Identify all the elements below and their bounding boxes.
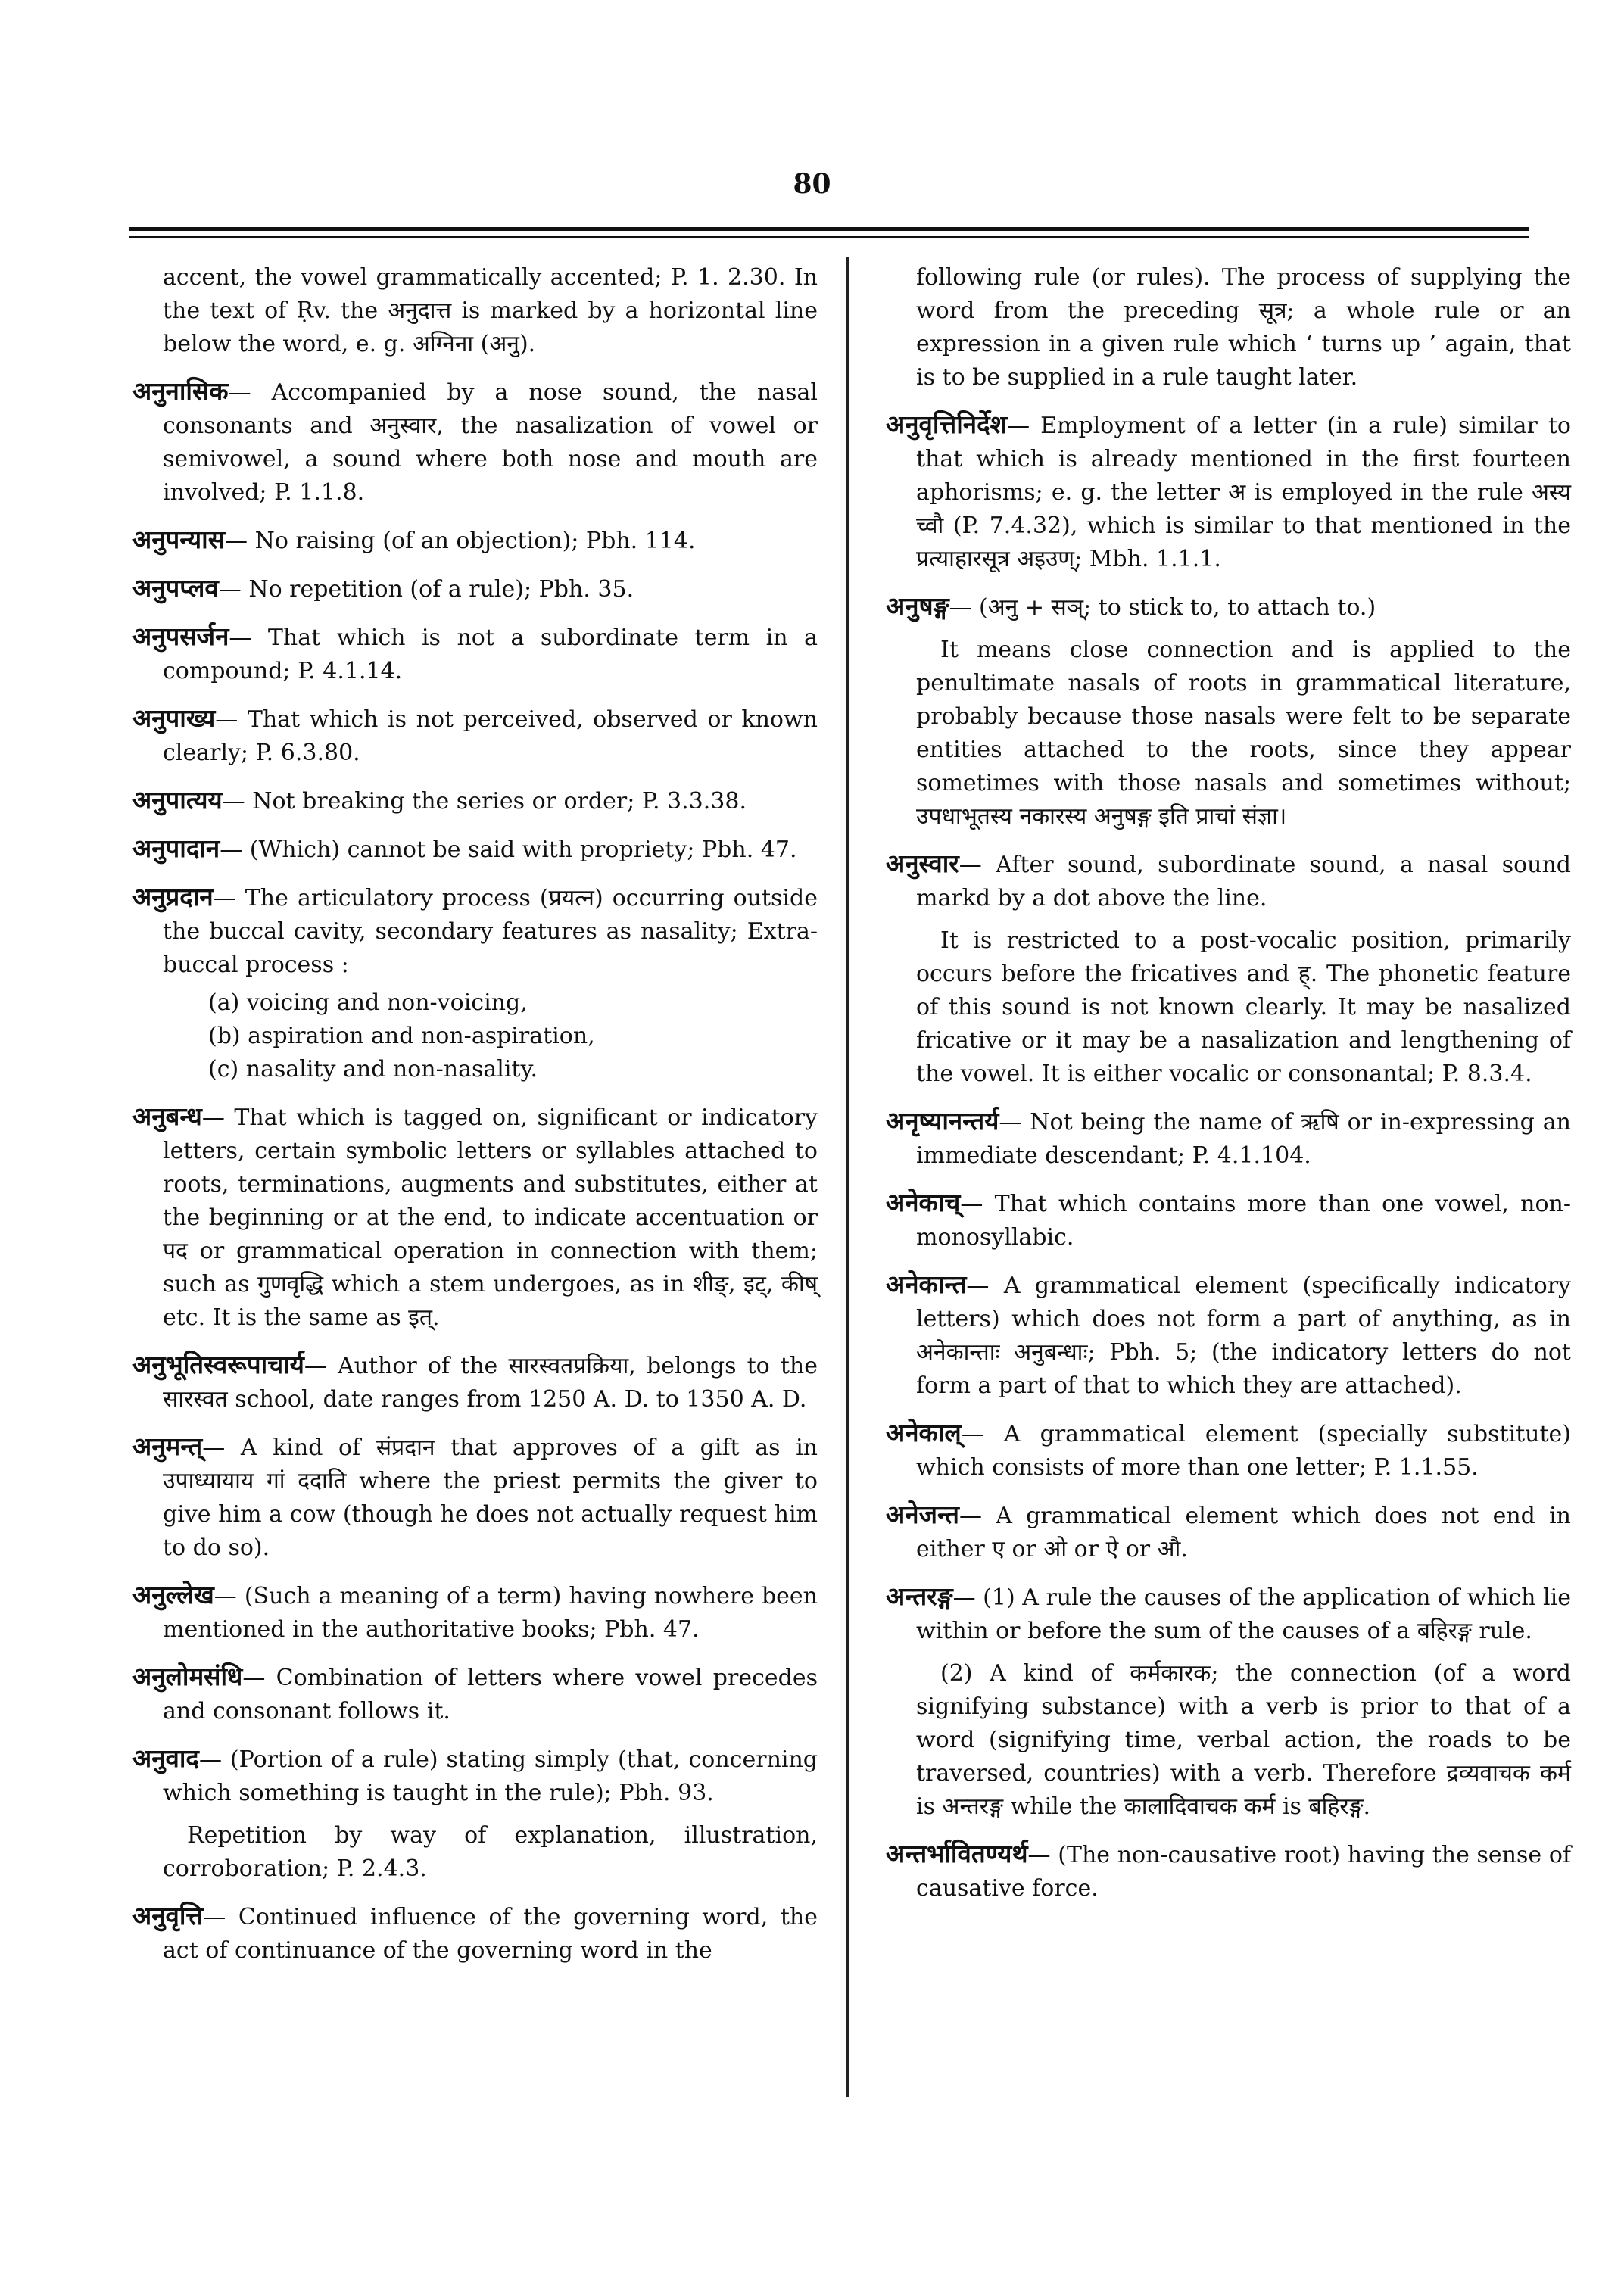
entry-definition: No raising (of an objection); Pbh. 114. [254,528,696,554]
dictionary-entry [132,1430,818,1565]
entry-headword: अन्तरङ्ग [886,1581,953,1611]
entry-headword: अनुप्रदान [132,882,214,911]
entry-headword: अनुपसर्जन [132,622,229,651]
entry-paragraph: It is restricted to a post-vocalic position, primarily occurs before the fricatives and ह्. The phonetic feature of this sound is not known clearly. It may be nasalized fricative or it may be a nasalization and lengthening of the vowel. It is either vocalic or consonantal; P. 8.3.4. [916,927,1571,1087]
entry-definition: The articulatory process (प्रयत्न) occurring outside the buccal cavity, secondary features as nasality; Extra-buccal process : [163,885,818,978]
dictionary-entry [132,523,818,558]
entry-dash: — [215,706,248,733]
entry-definition: (अनु + सञ्; to stick to, to attach to.) [979,594,1376,621]
entry-headword: अनुपप्लव [132,573,219,603]
entry-headword: अनुवृत्तिनिर्देश [886,410,1008,439]
entry-definition: No repetition (of a rule); Pbh. 35. [248,576,634,603]
sublist-item: (a) voicing and non-voicing, [208,989,528,1016]
entry-dash: — [961,1421,1004,1447]
page-number: 80 [793,168,831,200]
dictionary-entry [886,1416,1571,1485]
entry-dash: — [222,788,253,815]
entry-definition: That which contains more than one vowel, non-monosyllabic. [916,1191,1571,1251]
dictionary-entry [132,1100,818,1335]
entry-dash: — [999,1109,1030,1136]
entry-paragraph: It means close connection and is applied to the penultimate nasals of roots in grammatical literature, probably because those nasals were felt to be separate entities attached to the roots, since they appear sometimes with those nasals and sometimes without; उपधाभूतस्य नकारस्य अनुषङ्ग इति प्राचां संज्ञा। [916,637,1571,830]
entry-dash: — [304,1353,338,1379]
entry-headword: अनेकान्त [886,1270,967,1299]
dictionary-entry [886,1498,1571,1566]
entry-headword: अन्तर्भावितण्यर्थ [886,1839,1028,1868]
entry-dash: — [203,1904,238,1930]
entry-definition: (Which) cannot be said with propriety; Pbh. 47. [249,837,797,863]
dictionary-entry [886,1104,1571,1173]
entry-headword: अनेजन्त [886,1500,959,1529]
entry-definition: following rule (or rules). The process of supplying the word from the preceding सूत्र; a whole rule or an expression in a given rule which ‘ turns up ’ again, that is to be supplied in a rule taught later. [916,264,1571,391]
dictionary-entry [132,1348,818,1416]
entry-definition: A grammatical element which does not end in either ए or ओ or ऐ or औ. [916,1503,1571,1562]
right-column [886,261,1571,1919]
dictionary-entry [886,408,1571,576]
entry-headword: अनुषङ्ग [886,591,949,621]
entry-dash: — [242,1665,276,1691]
dictionary-entry [132,1742,818,1810]
entry-dash: — [229,625,268,651]
entry-dash: — [220,837,250,863]
entry-definition: A kind of संप्रदान that approves of a gift as in उपाध्यायाय गां ददाति where the priest permits the giver to give him a cow (though he does not actually request him to do so). [163,1435,818,1561]
sublist-item: (c) nasality and non-nasality. [208,1056,538,1083]
header-rule [129,227,1529,231]
dictionary-entry [132,832,818,867]
dictionary-entry [132,1578,818,1647]
entry-dash: — [214,1583,245,1609]
entry-dash: — [218,576,249,603]
entry-definition: (Portion of a rule) stating simply (that, concerning which something is taught in the rule); Pbh. 93. [163,1746,818,1806]
entry-headword: अनुभूतिस्वरूपाचार्य [132,1350,304,1379]
entry-definition: Not being the name of ऋषि or in-expressing an immediate descendant; P. 4.1.104. [916,1109,1571,1169]
entry-dash: — [198,1746,230,1773]
entry-dash: — [213,885,245,911]
entry-dash: — [202,1435,241,1461]
dictionary-entry [886,847,1571,915]
entry-definition: That which is tagged on, significant or indicatory letters, certain symbolic letters or syllables attached to roots, terminations, augments and substitutes, either at the beginning or at the end, to indicate accentuation or पद or grammatical operation in connection with them; such as गुणवृद्धि which a stem undergoes, as in शीङ्, इट्, कीष् etc. It is the same as इत्. [163,1104,818,1331]
entry-dash: — [959,852,996,878]
entry-definition: (1) A rule the causes of the application of which lie within or before the sum of the causes of a बहिरङ्ग rule. [916,1584,1571,1644]
entry-headword: अनुस्वार [886,849,959,878]
entry-headword: अनुमन्त् [132,1432,203,1461]
entry-headword: अनृष्यानन्तर्य [886,1106,999,1136]
entry-definition: A grammatical element (specially substitute) which consists of more than one letter; P. 1.1.55. [916,1421,1571,1481]
dictionary-entry [132,1899,818,1967]
entry-headword: अनुबन्ध [132,1101,202,1131]
entry-dash: — [1007,413,1041,439]
entry-headword: अनुपात्यय [132,785,223,815]
dictionary-entry [886,1837,1571,1905]
dictionary-entry [132,375,818,509]
sublist-item: (b) aspiration and non-aspiration, [208,1023,595,1049]
entry-paragraph: (2) A kind of कर्मकारक; the connection (of a word signifying substance) with a verb is prior to that of a word (signifying time, verbal action, the roads to be traversed, countries) with a verb. Therefore द्रव्यवाचक कर्म is अन्तरङ्ग while the कालादिवाचक कर्म is बहिरङ्ग. [916,1660,1571,1820]
dictionary-entry [886,590,1571,625]
entry-dash: — [959,1503,996,1529]
dictionary-entry [132,620,818,688]
entry-definition: That which is not a subordinate term in a compound; P. 4.1.14. [163,625,818,684]
entry-dash: — [228,379,272,406]
entry-dash: — [1027,1842,1058,1868]
entry-definition: Combination of letters where vowel precedes and consonant follows it. [163,1665,818,1724]
left-column [132,261,818,1981]
entry-headword: अनेकाल् [886,1418,962,1447]
entry-headword: अनुल्लेख [132,1580,214,1609]
entry-dash: — [201,1104,235,1131]
dictionary-entry [886,1186,1571,1254]
entry-definition: (The non-causative root) having the sense of causative force. [916,1842,1571,1902]
entry-headword: अनुपादान [132,833,220,863]
entry-definition: (Such a meaning of a term) having nowhere been mentioned in the authoritative books; Pbh. 47. [163,1583,818,1643]
entry-definition: A grammatical element (specifically indicatory letters) which does not form a part of anything, as in अनेकान्ताः अनुबन्धाः; Pbh. 5; (the indicatory letters do not form a part of that to which they are attached). [916,1273,1571,1399]
dictionary-entry [132,572,818,606]
dictionary-entry [132,1660,818,1728]
entry-dash: — [225,528,255,554]
column-divider [846,257,849,2097]
entry-definition: Not breaking the series or order; P. 3.3.38. [252,788,747,815]
header-rule-thin [129,236,1529,238]
entry-dash: — [949,594,980,621]
entry-dash: — [952,1584,983,1611]
entry-headword: अनुनासिक [132,376,229,406]
dictionary-entry [132,880,818,982]
dictionary-entry [132,784,818,818]
entry-headword: अनुवाद [132,1743,199,1773]
entry-dash: — [960,1191,995,1217]
entry-definition: Accompanied by a nose sound, the nasal consonants and अनुस्वार, the nasalization of vowel or semivowel, a sound where both nose and mouth are involved; P. 1.1.8. [163,379,818,506]
entry-definition: Employment of a letter (in a rule) similar to that which is already mentioned in the first fourteen aphorisms; e. g. the letter अ is employed in the rule अस्य च्वौ (P. 7.4.32), which is similar to that mentioned in the प्रत्याहारसूत्र अइउण्; Mbh. 1.1.1. [916,413,1571,572]
dictionary-entry [886,1268,1571,1403]
entry-dash: — [966,1273,1004,1299]
entry-headword: अनुवृत्ति [132,1901,204,1930]
dictionary-entry [886,261,1571,394]
entry-definition: accent, the vowel grammatically accented; P. 1. 2.30. In the text of Ṛv. the अनुदात्त is marked by a horizontal line below the word, e. g. अग्निना (अनु). [163,264,818,357]
entry-definition: Continued influence of the governing word, the act of continuance of the governing word in the [163,1904,818,1964]
entry-headword: अनुपाख्य [132,703,216,733]
entry-definition: That which is not perceived, observed or known clearly; P. 6.3.80. [163,706,818,766]
entry-headword: अनेकाच् [886,1188,961,1217]
entry-headword: अनुलोमसंधि [132,1662,243,1691]
entry-sublist [132,986,818,1086]
entry-definition: Author of the सारस्वतप्रक्रिया, belongs to the सारस्वत school, date ranges from 1250 A. D. to 1350 A. D. [163,1353,818,1413]
dictionary-entry [132,702,818,770]
entry-headword: अनुपन्यास [132,525,226,554]
dictionary-entry [886,1580,1571,1648]
dictionary-entry [132,261,818,361]
entry-definition: After sound, subordinate sound, a nasal sound markd by a dot above the line. [916,852,1572,911]
entry-paragraph: Repetition by way of explanation, illustration, corroboration; P. 2.4.3. [163,1822,818,1882]
